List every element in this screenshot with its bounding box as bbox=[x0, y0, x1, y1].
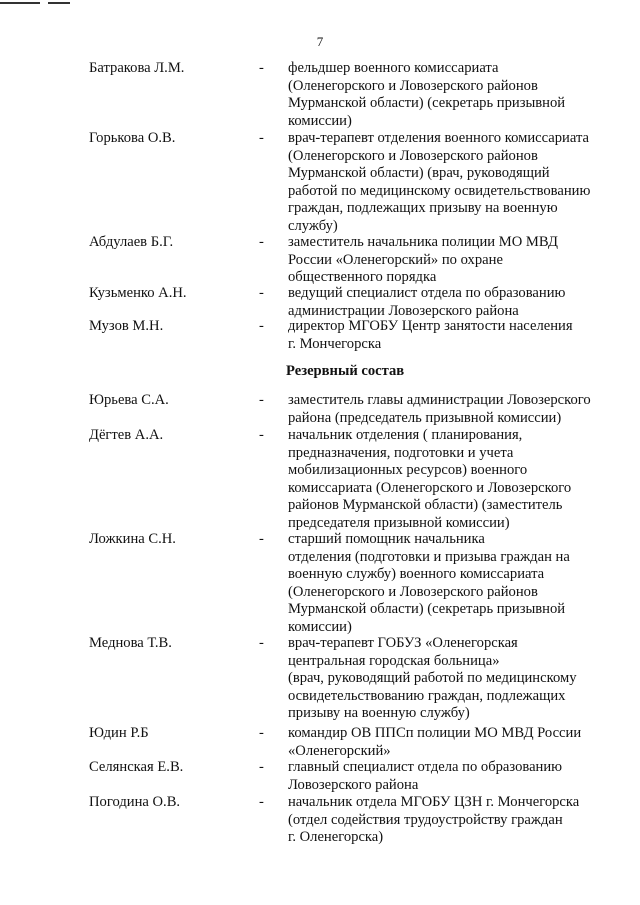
scan-edge-mark bbox=[48, 2, 70, 4]
scan-edge-mark bbox=[0, 2, 40, 4]
member-role bbox=[288, 427, 618, 533]
member-name: Селянская Е.В. bbox=[89, 759, 184, 775]
member-name: Абдулаев Б.Г. bbox=[89, 234, 174, 250]
role-line: ведущий специалист отдела по образованию bbox=[288, 285, 566, 301]
member-dash: - bbox=[259, 635, 264, 651]
role-line: военную службу) военного комиссариата bbox=[288, 566, 545, 583]
role-line: врач-терапевт ГОБУЗ «Оленегорская bbox=[288, 635, 518, 651]
role-line: (Оленегорского и Ловозерского районов bbox=[288, 77, 538, 94]
role-line: центральная городская больница» bbox=[288, 652, 500, 669]
role-line: «Оленегорский» bbox=[288, 742, 391, 759]
member-role bbox=[288, 392, 618, 427]
member-role bbox=[288, 130, 618, 236]
member-role bbox=[288, 759, 618, 794]
member-dash: - bbox=[259, 60, 264, 76]
member-dash: - bbox=[259, 794, 264, 810]
member-role bbox=[288, 60, 618, 130]
role-line: Мурманской области) (секретарь призывной bbox=[288, 95, 566, 112]
role-line: мобилизационных ресурсов) военного bbox=[288, 462, 528, 479]
member-dash: - bbox=[259, 759, 264, 775]
member-role bbox=[288, 285, 618, 320]
role-line: фельдшер военного комиссариата bbox=[288, 60, 499, 76]
role-line: общественного порядка bbox=[288, 269, 437, 286]
role-line: комиссии) bbox=[288, 112, 352, 129]
member-dash: - bbox=[259, 392, 264, 408]
member-dash: - bbox=[259, 130, 264, 146]
member-name: Юрьева С.А. bbox=[89, 392, 169, 408]
role-line: (отдел содействия трудоустройству граждан bbox=[288, 811, 563, 828]
role-line: (врач, руководящий работой по медицинскому bbox=[288, 670, 577, 687]
member-dash: - bbox=[259, 531, 264, 547]
member-name: Дёгтев А.А. bbox=[89, 427, 164, 443]
member-role bbox=[288, 318, 618, 353]
role-line: Мурманской области) (секретарь призывной bbox=[288, 601, 566, 618]
role-line: заместитель главы администрации Ловозерского bbox=[288, 392, 591, 408]
role-line: г. Оленегорска) bbox=[288, 829, 384, 846]
role-line: граждан, подлежащих призыву на военную bbox=[288, 200, 558, 217]
role-line: врач-терапевт отделения военного комиссариата bbox=[288, 130, 589, 146]
role-line: предназначения, подготовки и учета bbox=[288, 444, 514, 461]
member-name: Батракова Л.М. bbox=[89, 60, 185, 76]
role-line: командир ОВ ППСп полиции МО МВД России bbox=[288, 725, 582, 741]
role-line: администрации Ловозерского района bbox=[288, 302, 519, 319]
member-dash: - bbox=[259, 725, 264, 741]
role-line: районов Мурманской области) (заместитель bbox=[288, 497, 563, 514]
role-line: освидетельствованию граждан, подлежащих bbox=[288, 687, 566, 704]
role-line: г. Мончегорска bbox=[288, 335, 382, 352]
role-line: работой по медицинскому освидетельствованию bbox=[288, 182, 591, 199]
member-role bbox=[288, 531, 618, 637]
role-line: Мурманской области) (врач, руководящий bbox=[288, 165, 550, 182]
member-role bbox=[288, 794, 618, 847]
role-line: председателя призывной комиссии) bbox=[288, 514, 510, 531]
role-line: района (председатель призывной комиссии) bbox=[288, 409, 562, 426]
role-line: комиссариата (Оленегорского и Ловозерского bbox=[288, 479, 572, 496]
member-dash: - bbox=[259, 234, 264, 250]
member-dash: - bbox=[259, 318, 264, 334]
member-role bbox=[288, 635, 618, 723]
role-line: службу) bbox=[288, 217, 338, 234]
role-line: заместитель начальника полиции МО МВД bbox=[288, 234, 558, 250]
role-line: (Оленегорского и Ловозерского районов bbox=[288, 583, 538, 600]
role-line: директор МГОБУ Центр занятости населения bbox=[288, 318, 573, 334]
role-line: (Оленегорского и Ловозерского районов bbox=[288, 147, 538, 164]
member-name: Ложкина С.Н. bbox=[89, 531, 176, 547]
page-number: 7 bbox=[316, 34, 324, 49]
member-dash: - bbox=[259, 285, 264, 301]
role-line: главный специалист отдела по образованию bbox=[288, 759, 563, 775]
role-line: России «Оленегорский» по охране bbox=[288, 251, 503, 268]
member-name: Горькова О.В. bbox=[89, 130, 176, 146]
member-dash: - bbox=[259, 427, 264, 443]
member-name: Кузьменко А.Н. bbox=[89, 285, 187, 301]
reserve-section-title: Резервный состав bbox=[286, 363, 405, 379]
member-name: Музов М.Н. bbox=[89, 318, 164, 334]
role-line: Ловозерского района bbox=[288, 776, 419, 793]
member-role bbox=[288, 725, 618, 760]
member-name: Меднова Т.В. bbox=[89, 635, 172, 651]
role-line: отделения (подготовки и призыва граждан на bbox=[288, 548, 570, 565]
role-line: комиссии) bbox=[288, 618, 352, 635]
member-role bbox=[288, 234, 618, 287]
role-line: начальник отдела МГОБУ ЦЗН г. Мончегорска bbox=[288, 794, 580, 810]
member-name: Юдин Р.Б bbox=[89, 725, 149, 741]
role-line: старший помощник начальника bbox=[288, 531, 485, 547]
role-line: начальник отделения ( планирования, bbox=[288, 427, 523, 443]
member-name: Погодина О.В. bbox=[89, 794, 181, 810]
role-line: призыву на военную службу) bbox=[288, 705, 470, 722]
